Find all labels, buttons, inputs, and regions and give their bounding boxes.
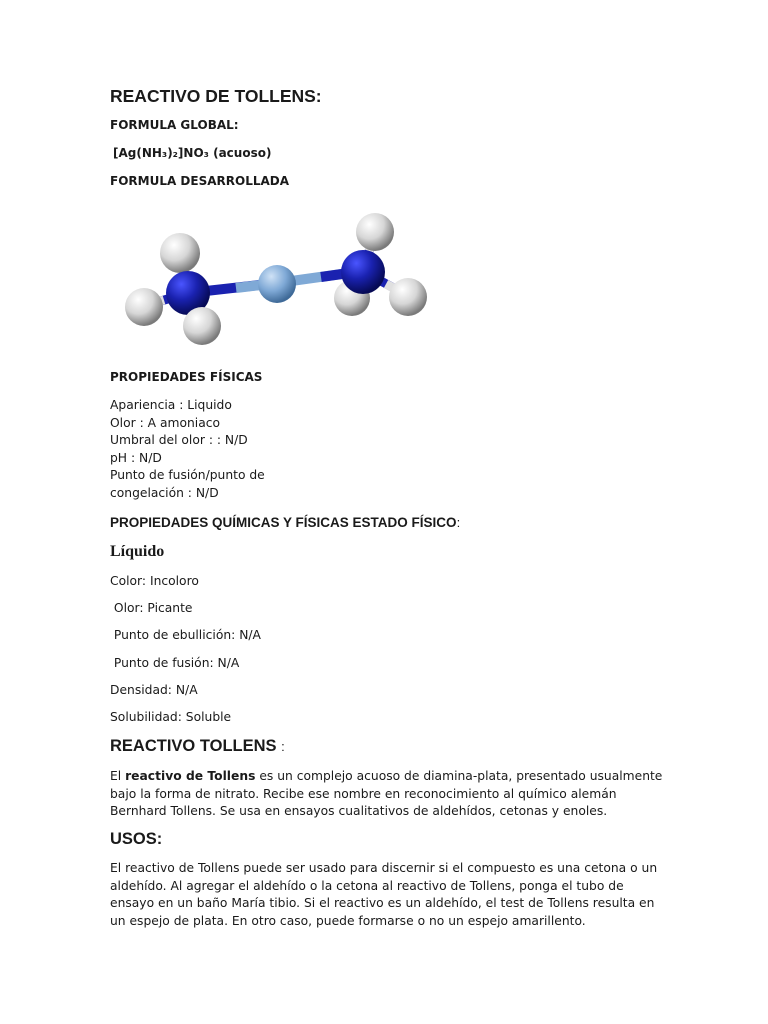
paragraph-text: El [110, 769, 126, 783]
ball-and-stick-molecule-icon [116, 205, 438, 355]
list-item: Umbral del olor : : N/D [110, 433, 248, 447]
estado-fisico-value: Líquido [110, 543, 165, 560]
list-item: pH : N/D [110, 450, 162, 465]
list-item: Punto de fusión: N/A [110, 656, 240, 670]
list-item: Apariencia : Liquido [110, 398, 232, 412]
heading-text: PROPIEDADES QUÍMICAS Y FÍSICAS ESTADO FÍSICO [110, 515, 457, 530]
list-item: Punto de fusión/punto de [110, 468, 265, 482]
heading-text: REACTIVO TOLLENS [110, 737, 277, 755]
list-item: Olor: Picante [110, 601, 193, 615]
reactivo-tollens-heading [110, 737, 285, 756]
propiedades-quimicas-heading [110, 515, 460, 530]
list-item: Olor : A amoniaco [110, 415, 221, 430]
formula-global-label: FORMULA GLOBAL: [110, 118, 239, 132]
propiedades-fisicas-heading: PROPIEDADES FÍSICAS [110, 370, 263, 384]
paragraph-bold-term: reactivo de Tollens [125, 769, 256, 783]
reactivo-paragraph [110, 768, 670, 821]
list-item: Solubilidad: Soluble [110, 710, 232, 724]
paragraph-text: es un complejo acuoso de diamina-plata, presentado usualmente bajo la forma de nitrato. Recibe ese nombre en reconocimiento al químico alemán Bernhard Tollens. Se usa en ensayos cualitativos de aldehídos, cetonas y enoles. [110, 769, 663, 818]
formula-text: [Ag(NH₃)₂]NO₃ (acuoso) [113, 146, 272, 160]
heading-colon: : [456, 515, 461, 530]
page-title: REACTIVO DE TOLLENS: [110, 86, 322, 106]
list-item: Color: Incoloro [110, 574, 199, 588]
list-item: Punto de ebullición: N/A [110, 628, 261, 642]
formula-desarrollada-label: FORMULA DESARROLLADA [110, 174, 290, 188]
propiedades-fisicas-list [110, 397, 265, 502]
list-item: Densidad: N/A [110, 683, 198, 697]
heading-colon: : [281, 739, 285, 754]
usos-heading: USOS: [110, 830, 163, 848]
usos-paragraph: El reactivo de Tollens puede ser usado para discernir si el compuesto es una cetona o un aldehído. Al agregar el aldehído o la cetona al reactivo de Tollens, ponga el tubo de ensayo en un baño María tibio. Si el reactivo es un aldehído, el test de Tollens resulta en un espejo de plata. En otro caso, puede formarse o no un espejo amarillento. [110, 861, 658, 928]
list-item: congelación : N/D [110, 485, 219, 500]
